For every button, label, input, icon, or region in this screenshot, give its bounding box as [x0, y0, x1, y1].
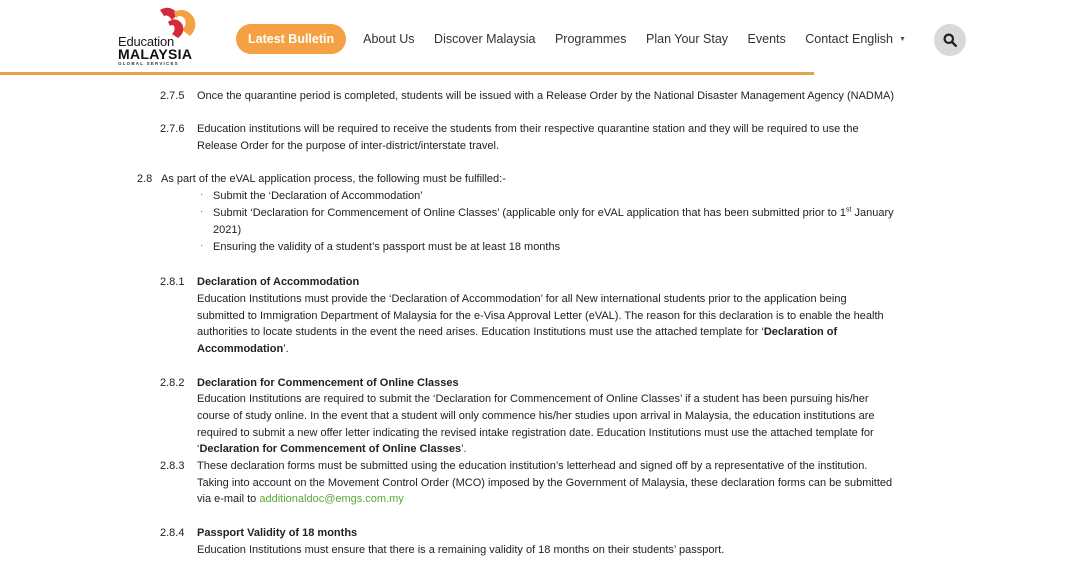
paragraph-text: authorities to locate students in the event the need arises. Education Institutions must use the attached template for ‘Declaration of — [197, 326, 838, 338]
nav-about-us[interactable]: About Us — [363, 32, 415, 46]
list-item-continued: 2021) — [213, 224, 242, 236]
paragraph-text: Education Institutions are required to submit the ‘Declaration for Commencement of Online Classes’ if a student has been pursuing his/her — [197, 393, 869, 405]
logo-word-malaysia: MALAYSIA — [118, 46, 193, 62]
list-item: Ensuring the validity of a student’s passport must be at least 18 months — [213, 241, 561, 253]
nav-contact[interactable]: Contact — [805, 32, 849, 46]
section-number: 2.8.4 — [160, 527, 185, 539]
section-number: 2.7.5 — [160, 90, 185, 102]
section-number: 2.8 — [137, 173, 153, 185]
nav-latest-bulletin[interactable]: Latest Bulletin — [236, 24, 346, 54]
section-title: Declaration of Accommodation — [197, 276, 360, 288]
section-title: Declaration for Commencement of Online Classes — [197, 377, 459, 389]
email-link[interactable]: additionaldoc@emgs.com.my — [259, 493, 404, 505]
paragraph-text: As part of the eVAL application process, the following must be fulfilled:- — [161, 173, 506, 185]
list-item: Submit ‘Declaration for Commencement of Online Classes’ (applicable only for eVAL application that has been submitted prior to 1st January — [213, 206, 894, 219]
nav-programmes[interactable]: Programmes — [554, 32, 627, 46]
paragraph-text: course of study online. In the event that a student will only commence his/her studies upon arrival in Malaysia, the education institutions are — [197, 410, 875, 422]
paragraph-text: Release Order for the purpose of inter-district/interstate travel. — [197, 140, 500, 152]
caret-down-icon: ▼ — [899, 35, 906, 43]
nav-events[interactable]: Events — [747, 32, 786, 46]
paragraph-text: Education Institutions must provide the ‘Declaration of Accommodation’ for all New international students prior to the application being — [197, 293, 847, 305]
bullet-icon: · — [200, 189, 204, 200]
paragraph-text: Accommodation’. — [197, 343, 289, 355]
section-number: 2.8.2 — [160, 377, 185, 389]
paragraph-text: These declaration forms must be submitted using the education institution’s letterhead and signed off by a representative of the institution. — [197, 460, 868, 472]
paragraph-text: Once the quarantine period is completed, students will be issued with a Release Order by the National Disaster Management Agency (NADMA) — [197, 90, 895, 102]
paragraph-text: required to submit a new offer letter indicating the revised intake registration date. Education Institutions must use the attached template for — [197, 427, 874, 439]
section-number: 2.8.3 — [160, 460, 185, 472]
nav-discover-malaysia[interactable]: Discover Malaysia — [434, 32, 536, 46]
paragraph-text: ‘Declaration for Commencement of Online Classes’. — [197, 443, 467, 455]
nav-plan-your-stay[interactable]: Plan Your Stay — [646, 32, 729, 46]
section-number: 2.8.1 — [160, 276, 185, 288]
bullet-icon: · — [200, 206, 204, 217]
section-title: Passport Validity of 18 months — [197, 527, 358, 539]
paragraph-text: via e-mail to additionaldoc@emgs.com.my — [197, 493, 404, 505]
logo-subtitle: GLOBAL SERVICES — [118, 61, 179, 66]
section-number: 2.7.6 — [160, 123, 185, 135]
list-item: Submit the ‘Declaration of Accommodation’ — [213, 190, 423, 202]
paragraph-text: Education institutions will be required to receive the students from their respective quarantine station and they will be required to use the — [197, 123, 859, 135]
logo-word-education: Education — [118, 34, 175, 49]
language-label: English — [852, 32, 893, 46]
paragraph-text: Education Institutions must ensure that there is a remaining validity of 18 months on their students’ passport. — [197, 544, 725, 556]
bullet-icon: · — [200, 240, 204, 251]
paragraph-text: Taking into account on the Movement Control Order (MCO) imposed by the Government of Malaysia, these declaration forms can be submitted — [197, 477, 893, 489]
paragraph-text: submitted to Immigration Department of Malaysia for the e-Visa Approval Letter (eVAL). The reason for this declaration is to enable the health — [197, 310, 884, 322]
